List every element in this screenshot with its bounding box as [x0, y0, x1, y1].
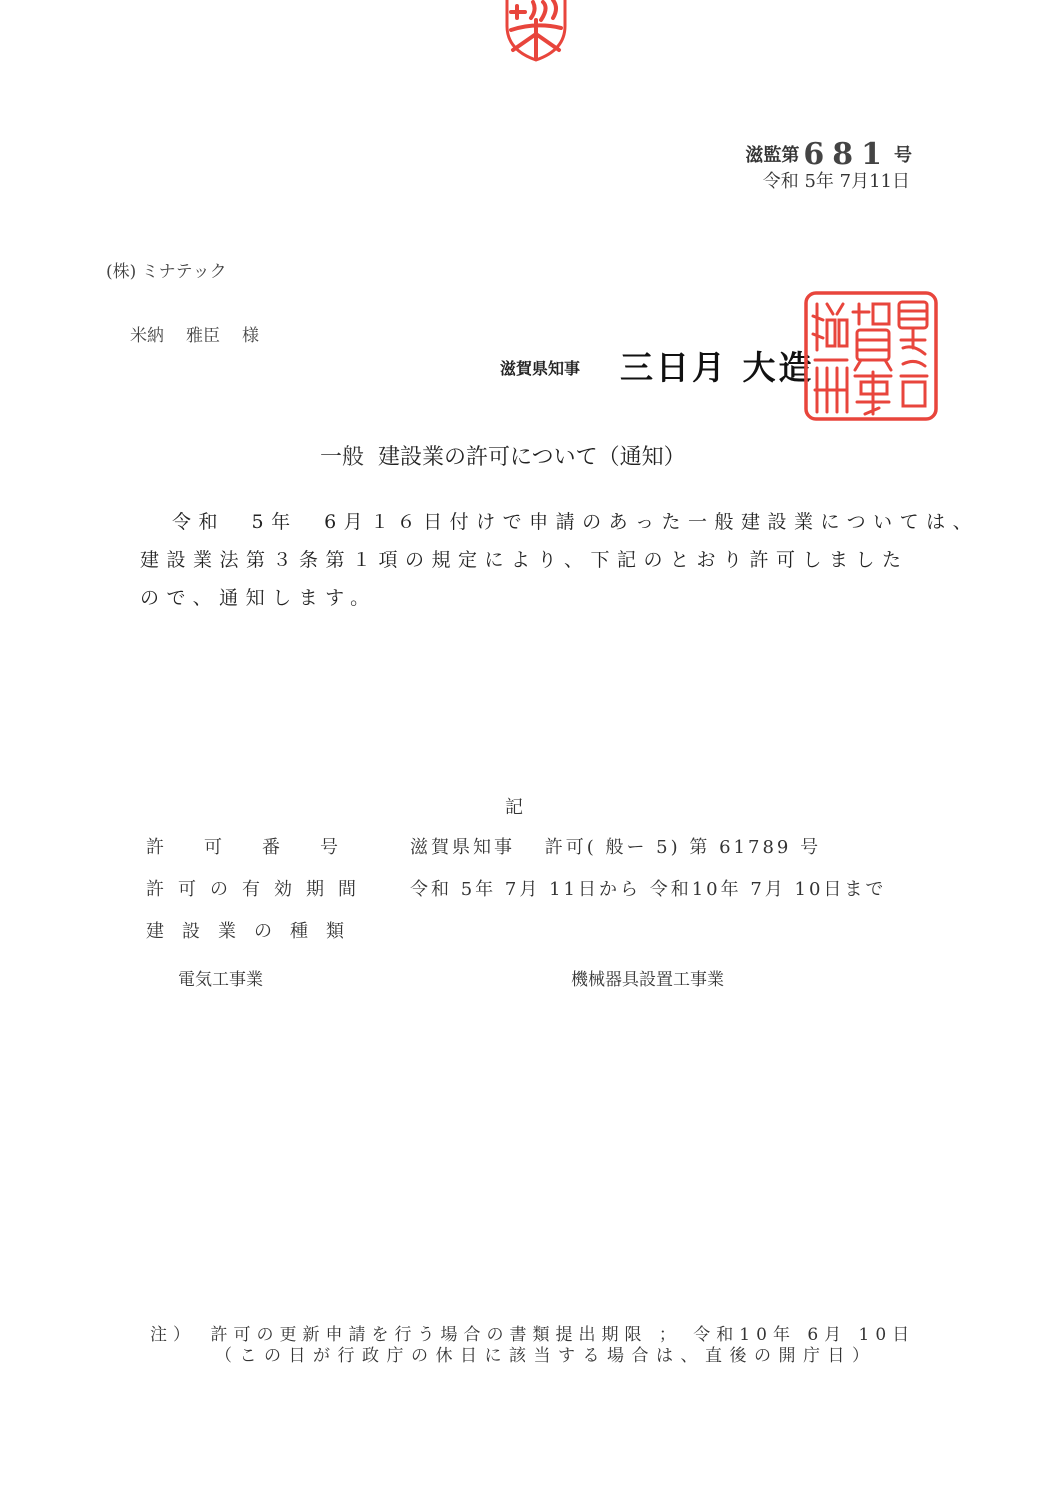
doc-number-prefix: 滋監第: [745, 145, 800, 166]
value-license-number: 滋賀県知事 許可( 般ー 5) 第 61789 号: [410, 837, 822, 858]
receipt-stamp-icon: [503, 0, 569, 62]
value-validity-period: 令和 5年 7月 11日から 令和10年 7月 10日まで: [410, 879, 887, 900]
issuer-name: 三日月 大造: [620, 348, 815, 387]
title-main: 建設業の許可について（通知）: [378, 445, 686, 470]
renewal-note: 注） 許可の更新申請を行う場合の書類提出期限 ； 令和10年 6月 10日: [150, 1325, 916, 1345]
recipient-name: [130, 321, 281, 346]
label-validity-period: 許可の有効期間: [146, 879, 370, 900]
body-line-2: 建設業法第３条第１項の規定により、下記のとおり許可しました: [140, 549, 909, 571]
label-license-number: 許可番号: [146, 837, 378, 858]
recipient-family-name: 米納: [130, 326, 164, 346]
document-title: [320, 440, 686, 471]
notification-body: [140, 503, 980, 617]
label-business-type: 建設業の種類: [146, 921, 362, 942]
work-type-machinery-installation: 機械器具設置工事業: [571, 970, 724, 990]
recipient-honorific: 様: [242, 326, 259, 346]
receipt-stamp: [503, 0, 569, 62]
doc-number-value: 681: [803, 137, 890, 172]
work-type-electrical: 電気工事業: [178, 970, 263, 990]
recipient-company: (株) ミナテック: [106, 262, 227, 282]
body-line-3: ので、通知します。: [140, 587, 377, 609]
official-seal-icon: [803, 290, 939, 422]
license-type-prefix: 一般: [320, 445, 365, 470]
body-line-1: 令和 5年 6月１６日付けで申請のあった一般建設業については、: [172, 511, 980, 533]
renewal-note-holiday: （この日が行政庁の休日に該当する場合は、直後の開庁日）: [215, 1346, 877, 1366]
recipient-given-name: 雅臣: [186, 326, 220, 346]
issuer-title: 滋賀県知事: [500, 359, 581, 378]
document-date: 令和 5年 7月11日: [762, 171, 910, 192]
doc-number-suffix: 号: [894, 145, 912, 166]
details-heading: 記: [505, 797, 523, 818]
governor-seal: [803, 290, 939, 422]
